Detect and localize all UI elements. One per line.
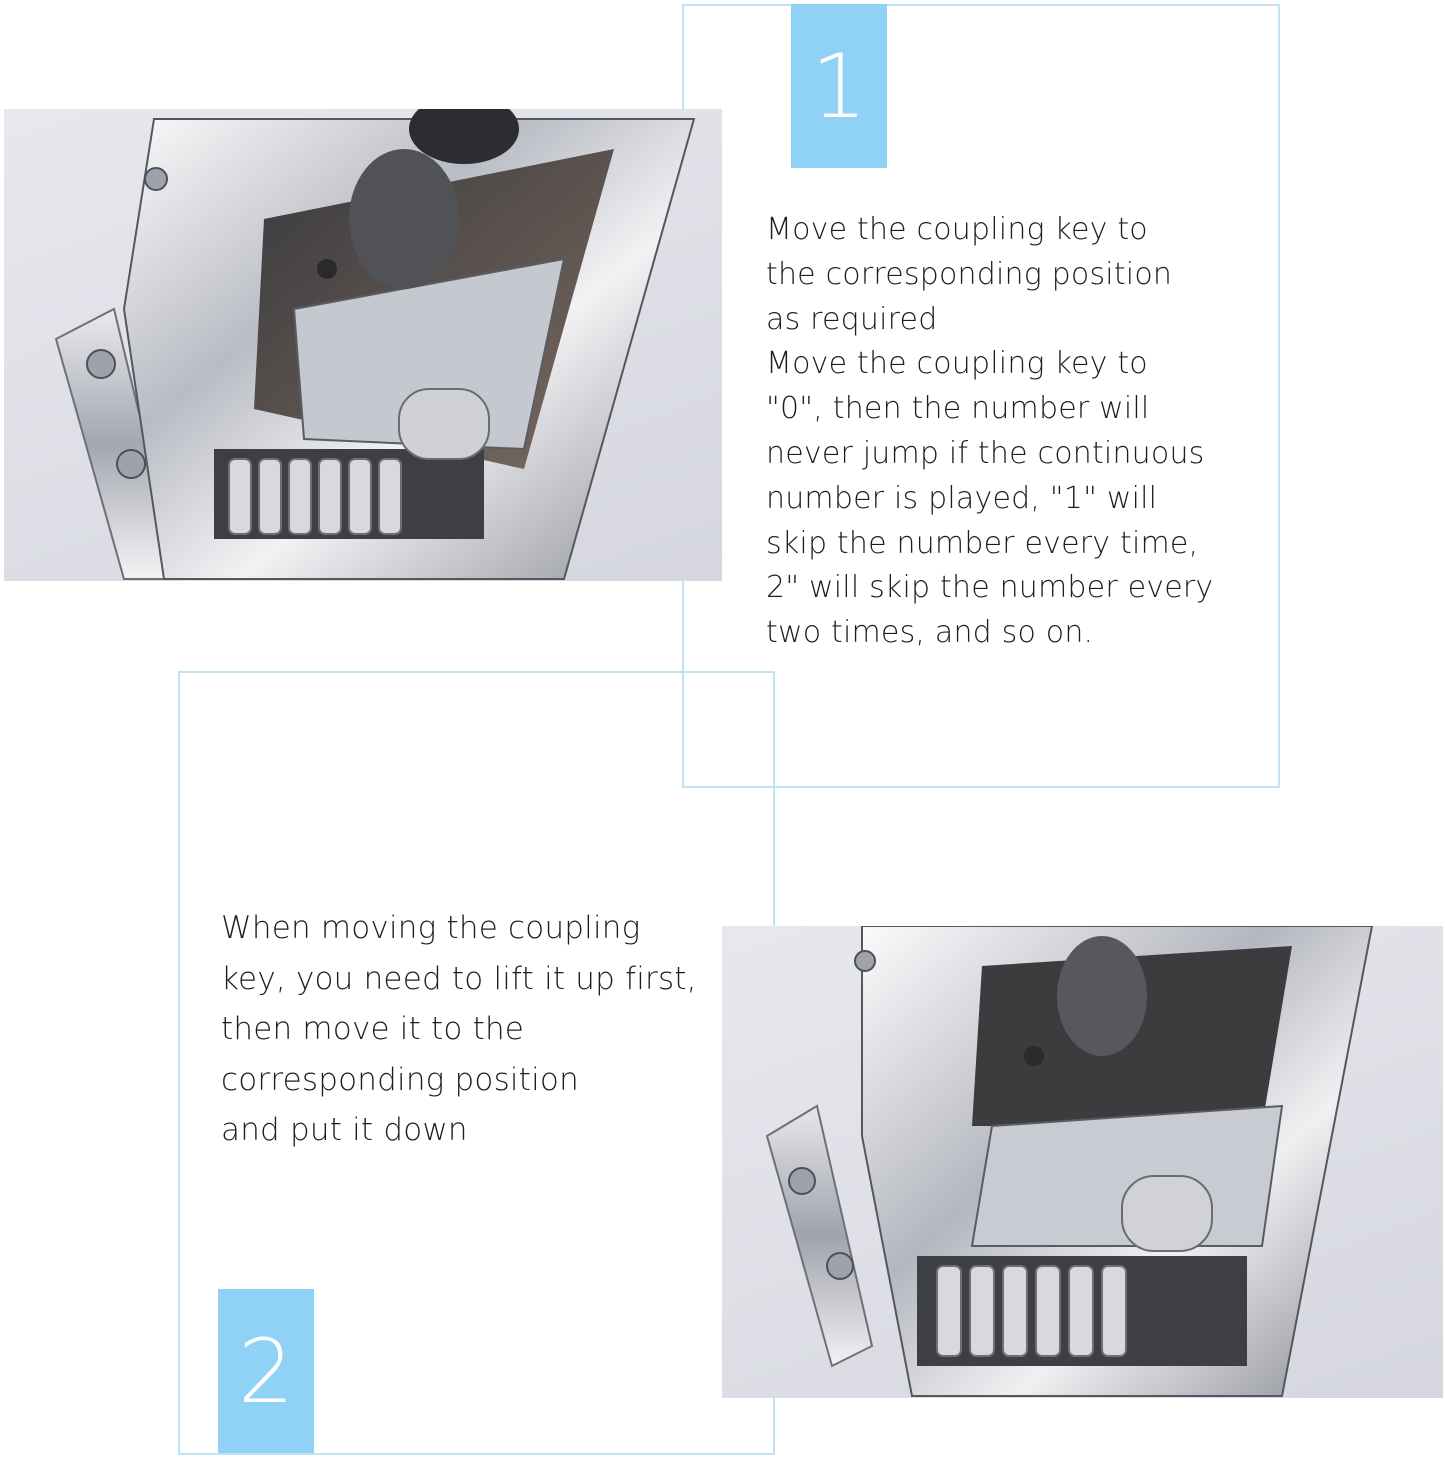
- step-1-instructions: Move the coupling key to the corresponding position as required Move the coupling key to "0", then the number will never jump if the continuous number is played, "1" will skip the number every time, 2" will skip the number every two times, and so on.: [766, 212, 1214, 651]
- numbering-stamp-photo-2: [722, 926, 1443, 1398]
- step-2-instructions: When moving the coupling key, you need to lift it up first, then move it to the corresponding position and put it down: [221, 910, 697, 1148]
- step-number-1: 1: [791, 4, 887, 168]
- numbering-stamp-photo-1: [4, 109, 722, 581]
- step-number-2: 2: [218, 1289, 314, 1453]
